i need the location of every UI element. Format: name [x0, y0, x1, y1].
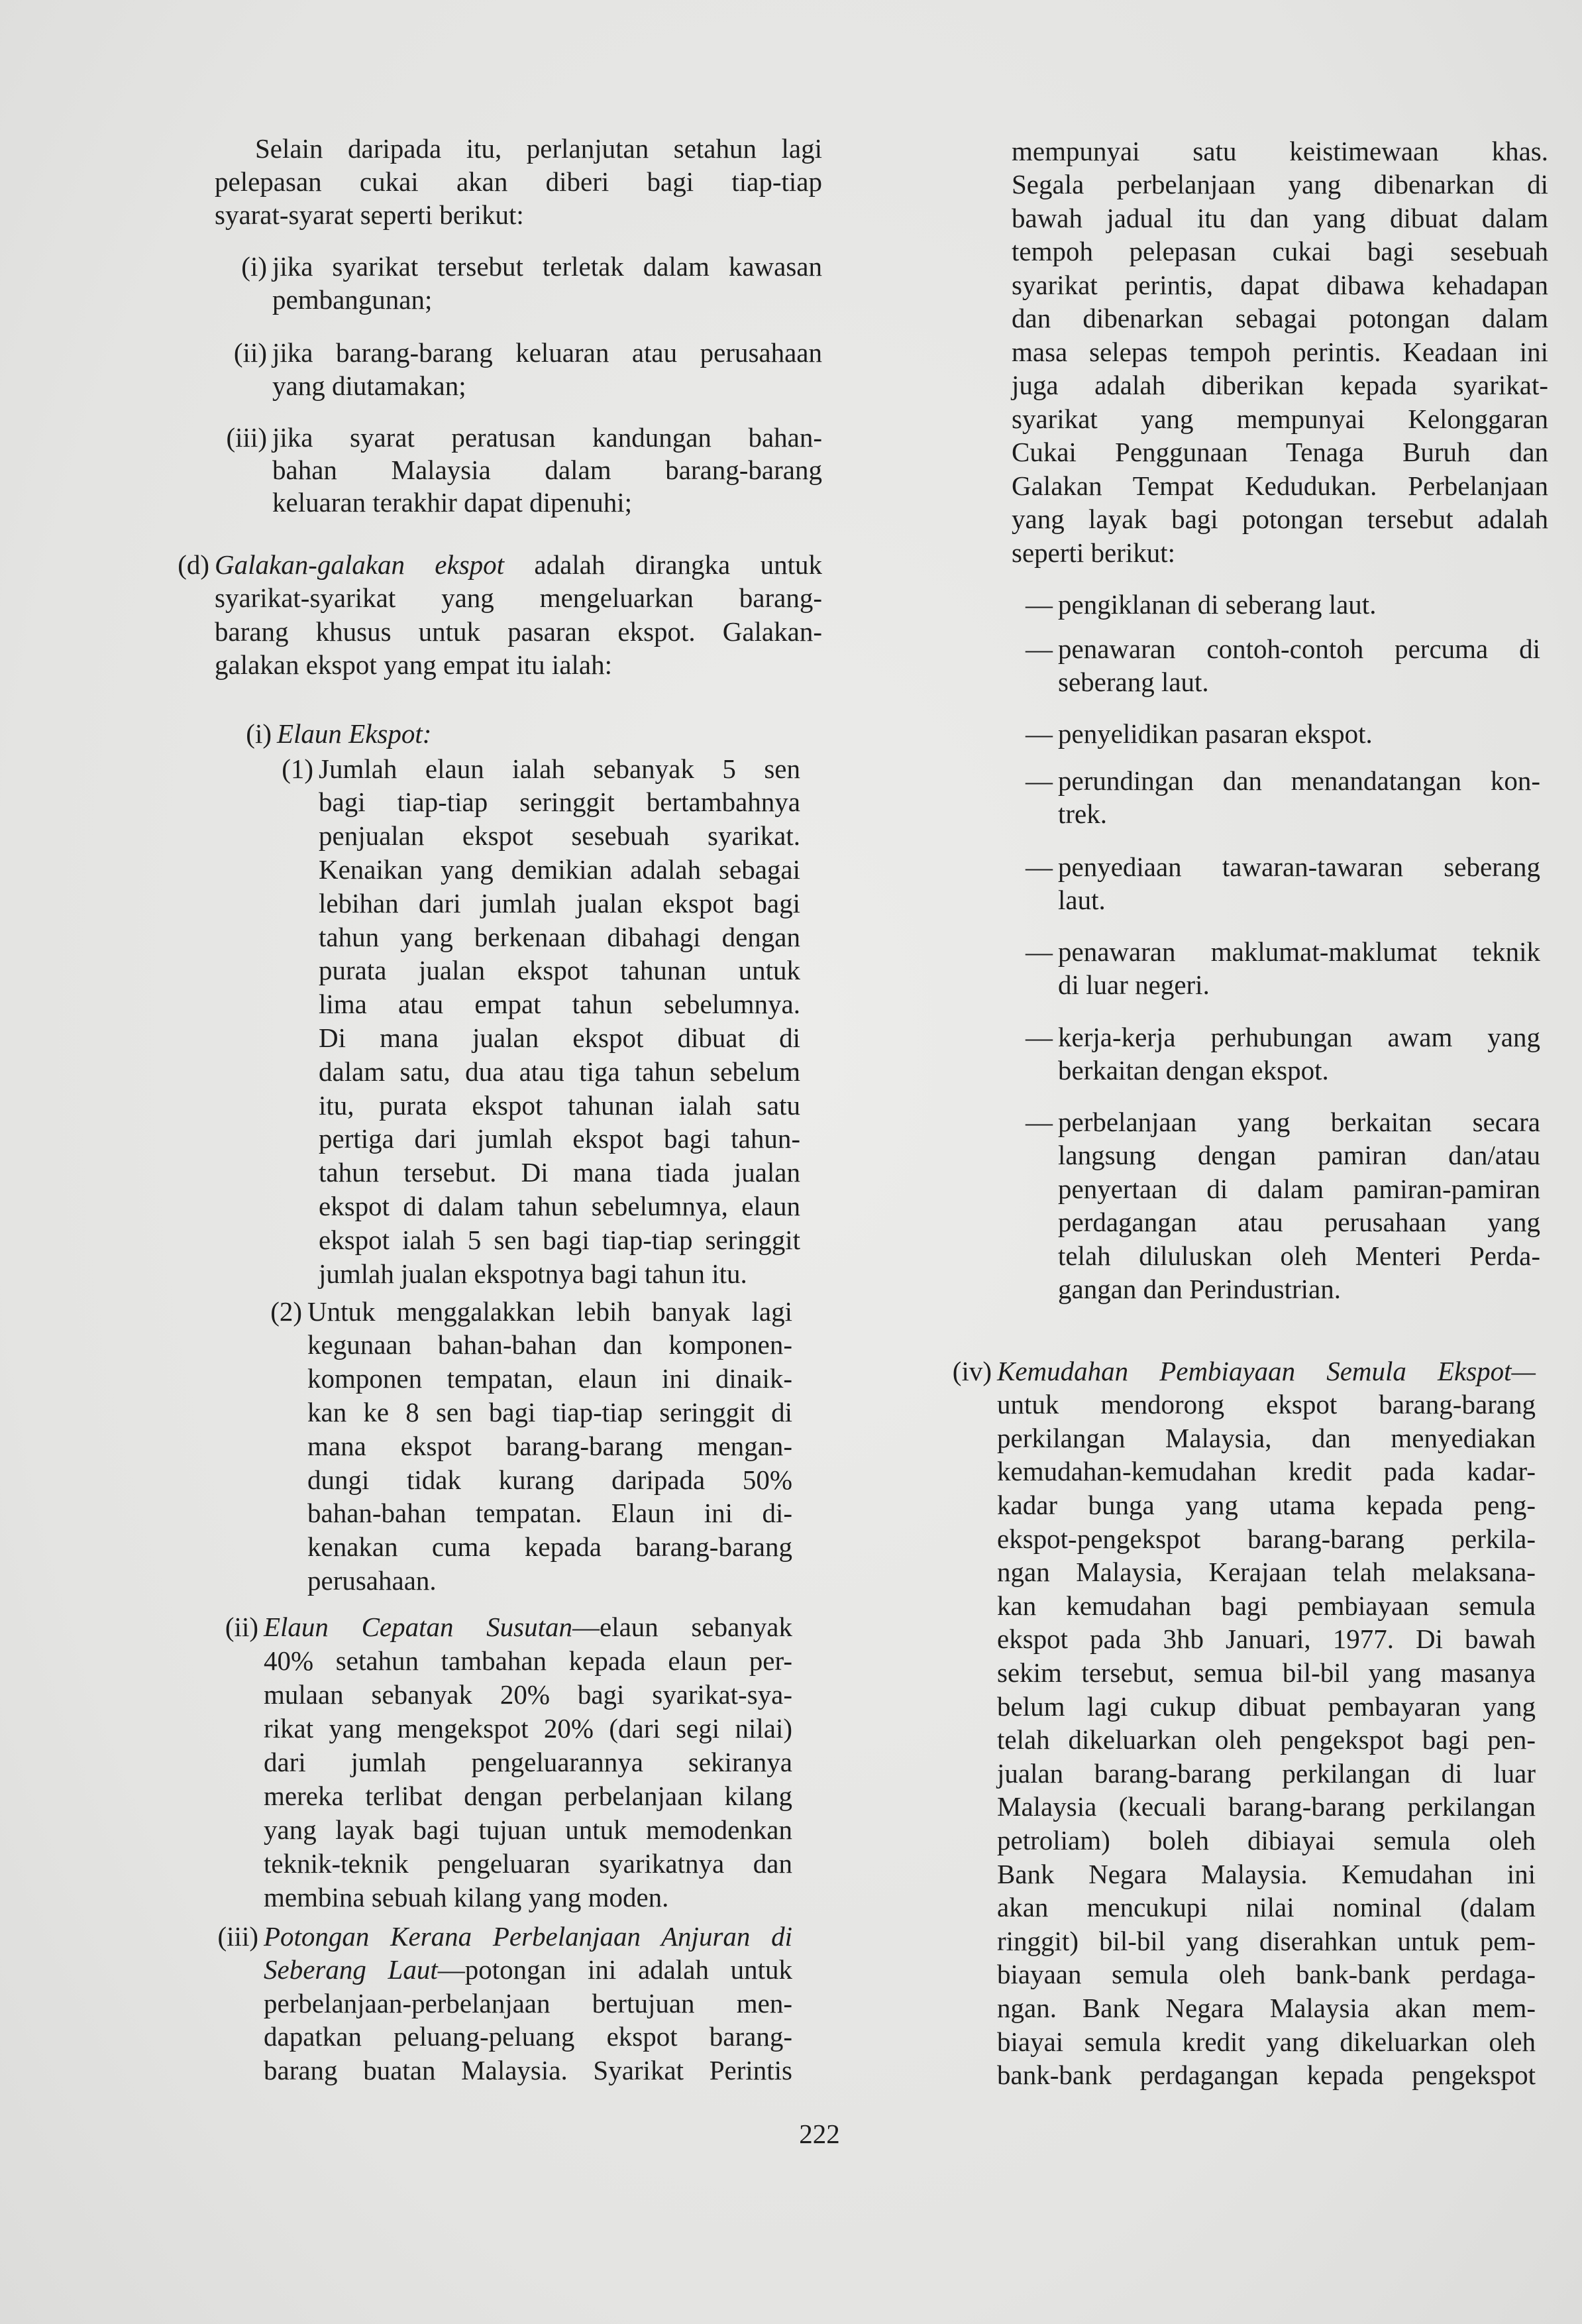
list-item	[282, 752, 800, 1291]
text-line: trek.	[1058, 799, 1107, 830]
text-line: perbelanjaan yang berkaitan secara	[1058, 1106, 1540, 1137]
text-line: mulaan sebanyak 20% bagi syarikat-sya-	[264, 1679, 792, 1710]
text-line: kerja-kerja perhubungan awam yang	[1058, 1021, 1540, 1052]
list-item	[1026, 717, 1540, 751]
text-line: di luar negeri.	[1058, 969, 1210, 1001]
text-line: rikat yang mengekspot 20% (dari segi nilai)	[264, 1712, 792, 1743]
text-line: jualan barang-barang perkilangan di luar	[997, 1757, 1536, 1789]
text-line: jika barang-barang keluaran atau perusahaan	[272, 337, 822, 368]
text-line: pelepasan cukai akan diberi bagi tiap-tiap	[215, 166, 822, 197]
list-item	[241, 250, 822, 316]
text-line: syarikat perintis, dapat dibawa kehadapan	[1012, 269, 1548, 300]
dash-bullet: —	[1026, 765, 1053, 796]
text-line	[215, 548, 822, 582]
text-line: ringgit) bil-bil yang diserahkan untuk pem-	[997, 1925, 1536, 1956]
list-item-marker: (ii)	[233, 337, 267, 368]
list-item	[1026, 764, 1540, 831]
text-line: Galakan Tempat Kedudukan. Perbelanjaan	[1012, 470, 1548, 501]
text-line: biayai semula kredit yang dikeluarkan oleh	[997, 2026, 1536, 2057]
text-line: syarikat-syarikat yang mengeluarkan barang-	[215, 582, 822, 614]
list-item-marker: (2)	[270, 1296, 302, 1327]
text-line	[997, 1355, 1536, 1388]
italic-heading: Kemudahan Pembiayaan Semula Ekspot—	[997, 1355, 1536, 1386]
text-line	[264, 1920, 792, 1954]
text-line: kan kemudahan bagi pembiayaan semula	[997, 1590, 1536, 1621]
list-item	[1026, 1021, 1540, 1087]
text-line: sekim tersebut, semua bil-bil yang masanya	[997, 1657, 1536, 1688]
list-item	[1026, 850, 1540, 917]
text-line: penyelidikan pasaran ekspot.	[1058, 718, 1373, 749]
list-item-marker: (i)	[246, 718, 272, 749]
italic-heading: Seberang Laut	[264, 1954, 438, 1985]
list-item	[246, 717, 800, 750]
text-line: gangan dan Perindustrian.	[1058, 1274, 1341, 1305]
text-line: bahan-bahan tempatan. Elaun ini di-	[307, 1498, 792, 1529]
text-line: pengiklanan di seberang laut.	[1058, 588, 1377, 620]
text-line: komponen tempatan, elaun ini dinaik-	[307, 1363, 792, 1394]
text-line: laut.	[1058, 885, 1106, 916]
list-item-marker: (1)	[282, 753, 313, 784]
text-line: perusahaan.	[307, 1565, 437, 1596]
text-line: ekspot-pengekspot barang-barang perkila-	[997, 1523, 1536, 1554]
text-line: lebihan dari jumlah jualan ekspot bagi	[319, 887, 800, 918]
list-item	[1026, 632, 1540, 699]
dash-bullet: —	[1026, 851, 1053, 882]
text-line: mana ekspot barang-barang mengan-	[307, 1430, 792, 1461]
list-item	[225, 1610, 792, 1914]
text-line: untuk mendorong ekspot barang-barang	[997, 1389, 1536, 1420]
paragraph	[215, 132, 822, 231]
text-line: yang layak bagi potongan tersebut adalah	[1012, 504, 1548, 535]
text-line: kan ke 8 sen bagi tiap-tiap seringgit di	[307, 1396, 792, 1427]
text-line: ngan. Bank Negara Malaysia akan mem-	[997, 1992, 1536, 2023]
text-line: penjualan ekspot sesebuah syarikat.	[319, 820, 800, 852]
text-line: penawaran maklumat-maklumat teknik	[1058, 936, 1540, 967]
dash-bullet: —	[1026, 936, 1053, 967]
text-line: pertiga dari jumlah ekspot bagi tahun-	[319, 1123, 800, 1154]
text-line: jumlah jualan ekspotnya bagi tahun itu.	[319, 1258, 747, 1289]
list-item	[270, 1295, 792, 1598]
text-line: ekspot ialah 5 sen bagi tiap-tiap seringgit	[319, 1224, 800, 1255]
text-line: lima atau empat tahun sebelumnya.	[319, 989, 800, 1020]
text-line: berkaitan dengan ekspot.	[1058, 1055, 1329, 1086]
list-item	[226, 421, 822, 519]
text-line: kemudahan-kemudahan kredit pada kadar-	[997, 1456, 1536, 1487]
text-line: syarat-syarat seperti berikut:	[215, 199, 524, 230]
text-line: penyediaan tawaran-tawaran seberang	[1058, 851, 1540, 882]
text-line: Segala perbelanjaan yang dibenarkan di	[1012, 169, 1548, 200]
text-line: ngan Malaysia, Kerajaan telah melaksana-	[997, 1557, 1536, 1588]
text-line: perbelanjaan-perbelanjaan bertujuan men-	[264, 1987, 792, 2019]
text-line: teknik-teknik pengeluaran syarikatnya dan	[264, 1848, 792, 1879]
dash-bullet: —	[1026, 588, 1053, 620]
text-line: Jumlah elaun ialah sebanyak 5 sen	[319, 753, 800, 784]
list-item	[1026, 935, 1540, 1002]
text-line: seberang laut.	[1058, 667, 1209, 698]
text-line: dan dibenarkan sebagai potongan dalam	[1012, 303, 1548, 334]
text-line: kenakan cuma kepada barang-barang	[307, 1531, 792, 1563]
dash-bullet: —	[1026, 633, 1053, 664]
text-line: Kenaikan yang demikian adalah sebagai	[319, 854, 800, 885]
text-line: telah diluluskan oleh Menteri Perda-	[1058, 1240, 1540, 1271]
text-line: dalam satu, dua atau tiga tahun sebelum	[319, 1056, 800, 1087]
text-line: ekspot di dalam tahun sebelumnya, elaun	[319, 1190, 800, 1221]
text-line: mempunyai satu keistimewaan khas.	[1012, 135, 1548, 166]
text-line: perundingan dan menandatangan kon-	[1058, 765, 1540, 796]
text-line	[277, 717, 800, 750]
list-item-marker: (iv)	[952, 1355, 992, 1386]
text-line: purata jualan ekspot tahunan untuk	[319, 955, 800, 986]
text-line: ekspot pada 3hb Januari, 1977. Di bawah	[997, 1624, 1536, 1655]
text-line: Cukai Penggunaan Tenaga Buruh dan	[1012, 437, 1548, 468]
italic-heading: Galakan-galakan ekspot	[215, 549, 505, 580]
text-line: pembangunan;	[272, 284, 433, 315]
list-item	[1026, 588, 1540, 622]
text-line: penyertaan di dalam pamiran-pamiran	[1058, 1173, 1540, 1204]
text-line: perdagangan atau perusahaan yang	[1058, 1207, 1540, 1238]
text-run: —elaun sebanyak	[572, 1611, 792, 1642]
text-line: tahun yang berkenaan dibahagi dengan	[319, 921, 800, 952]
text-line: syarikat yang mempunyai Kelonggaran	[1012, 403, 1548, 434]
text-line	[264, 1610, 792, 1644]
list-item	[1026, 1105, 1540, 1306]
text-line: Di mana jualan ekspot dibuat di	[319, 1022, 800, 1053]
text-line: barang khusus untuk pasaran ekspot. Galakan-	[215, 616, 822, 647]
text-line: bawah jadual itu dan yang dibuat dalam	[1012, 202, 1548, 233]
text-line: belum lagi cukup dibuat pembayaran yang	[997, 1690, 1536, 1722]
text-line: jika syarikat tersebut terletak dalam kawasan	[272, 251, 822, 282]
text-line: petroliam) boleh dibiayai semula oleh	[997, 1825, 1536, 1855]
text-line: galakan ekspot yang empat itu ialah:	[215, 649, 613, 681]
text-line: yang layak bagi tujuan untuk memodenkan	[264, 1814, 792, 1845]
dash-bullet: —	[1026, 1106, 1053, 1137]
text-line: akan mencukupi nilai nominal (dalam	[997, 1892, 1536, 1923]
text-line: masa selepas tempoh perintis. Keadaan ini	[1012, 336, 1548, 367]
italic-heading: Potongan Kerana Perbelanjaan Anjuran di	[264, 1920, 792, 1952]
text-line: tempoh pelepasan cukai bagi sesebuah	[1012, 236, 1548, 267]
list-item-marker: (d)	[178, 549, 209, 580]
text-line: keluaran terakhir dapat dipenuhi;	[272, 486, 633, 518]
text-line	[264, 1953, 792, 1987]
list-item	[952, 1355, 1536, 2092]
text-line: kadar bunga yang utama kepada peng-	[997, 1490, 1536, 1521]
list-item	[217, 1920, 793, 2087]
text-line: yang diutamakan;	[272, 370, 466, 401]
paragraph	[1012, 135, 1548, 570]
text-line: dungi tidak kurang daripada 50%	[307, 1464, 792, 1495]
list-item	[233, 336, 822, 402]
italic-heading: Elaun Cepatan Susutan	[264, 1611, 573, 1642]
text-line: membina sebuah kilang yang moden.	[264, 1881, 669, 1912]
list-item-marker: (iii)	[217, 1920, 258, 1952]
text-line: bahan Malaysia dalam barang-barang	[272, 454, 822, 485]
dash-bullet: —	[1026, 1021, 1053, 1052]
text-line: bank-bank perdagangan kepada pengekspot	[997, 2060, 1536, 2091]
text-line: langsung dengan pamiran dan/atau	[1058, 1140, 1540, 1171]
text-line: mereka terlibat dengan perbelanjaan kilang	[264, 1780, 792, 1811]
text-line: 40% setahun tambahan kepada elaun per-	[264, 1645, 792, 1676]
list-item-marker: (ii)	[225, 1611, 258, 1642]
list-item-marker: (iii)	[226, 421, 267, 453]
text-line: Bank Negara Malaysia. Kemudahan ini	[997, 1858, 1536, 1889]
page-number: 222	[799, 2119, 840, 2149]
list-item-marker: (i)	[241, 251, 267, 282]
dash-bullet: —	[1026, 718, 1053, 749]
text-line: kegunaan bahan-bahan dan komponen-	[307, 1329, 792, 1360]
text-line: dari jumlah pengeluarannya sekiranya	[264, 1746, 792, 1777]
text-line: penawaran contoh-contoh percuma di	[1058, 633, 1540, 664]
text-line: itu, purata ekspot tahunan ialah satu	[319, 1089, 800, 1121]
text-line: perkilangan Malaysia, dan menyediakan	[997, 1422, 1536, 1453]
text-line: barang buatan Malaysia. Syarikat Perintis	[264, 2054, 792, 2085]
text-line: Selain daripada itu, perlanjutan setahun lagi	[255, 133, 822, 164]
text-line: Malaysia (kecuali barang-barang perkilangan	[997, 1791, 1536, 1822]
text-line: Untuk menggalakkan lebih banyak lagi	[307, 1296, 792, 1327]
text-line: biayaan semula oleh bank-bank perdaga-	[997, 1959, 1536, 1990]
text-line: seperti berikut:	[1012, 537, 1176, 568]
text-line: tahun tersebut. Di mana tiada jualan	[319, 1157, 800, 1188]
text-line: dapatkan peluang-peluang ekspot barang-	[264, 2021, 792, 2052]
text-line: bagi tiap-tiap seringgit bertambahnya	[319, 787, 800, 818]
text-run: —potongan ini adalah untuk	[437, 1954, 793, 1985]
list-item	[178, 548, 822, 682]
text-line: jika syarat peratusan kandungan bahan-	[272, 421, 822, 453]
text-line: juga adalah diberikan kepada syarikat-	[1012, 370, 1548, 401]
italic-heading: Elaun Ekspot:	[277, 718, 432, 749]
text-run: adalah dirangka untuk	[504, 549, 822, 580]
text-line: telah dikeluarkan oleh pengekspot bagi pen-	[997, 1724, 1536, 1755]
